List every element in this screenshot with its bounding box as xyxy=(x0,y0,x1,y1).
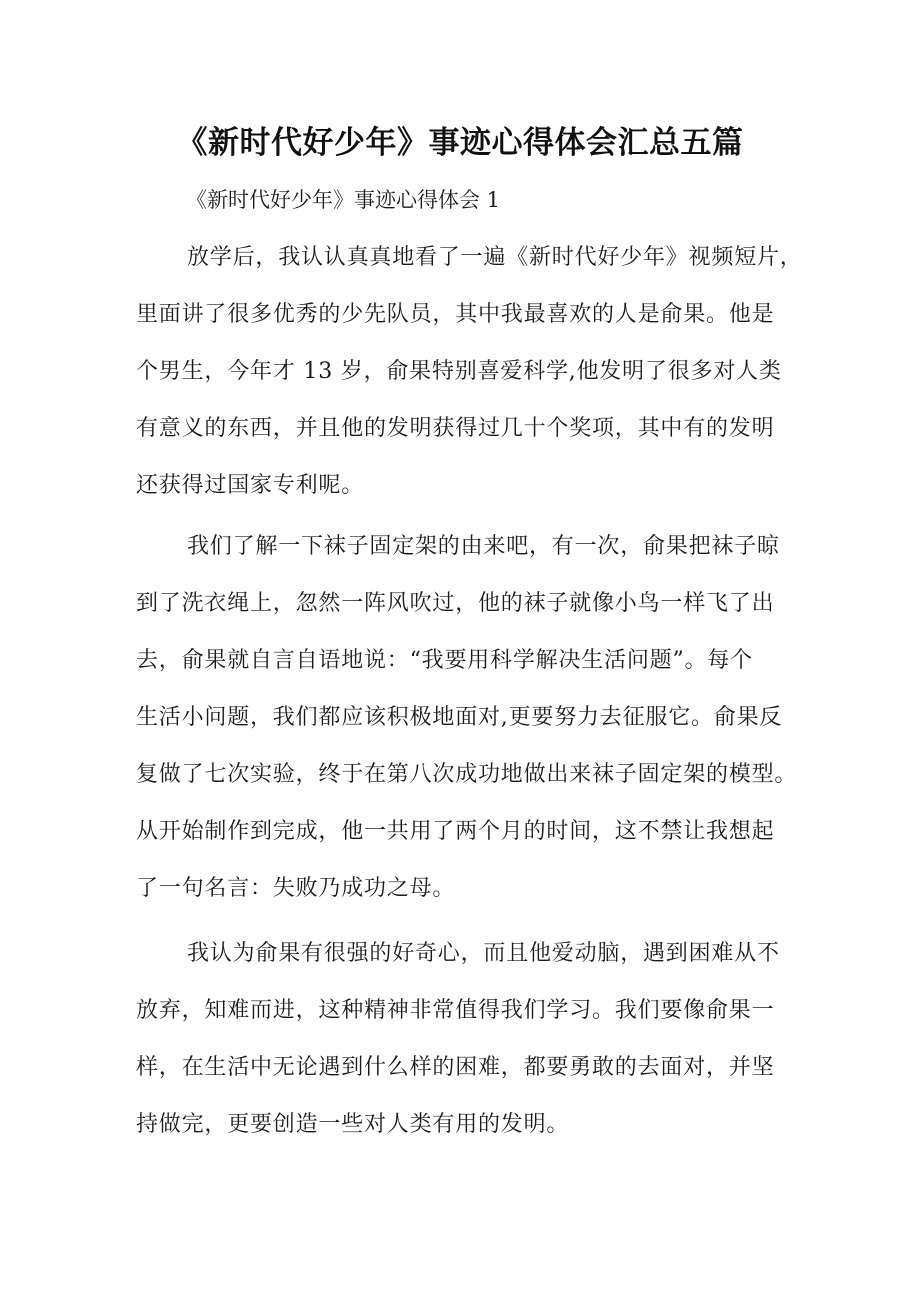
paragraph-line: 里面讲了很多优秀的少先队员，其中我最喜欢的人是俞果。他是 xyxy=(136,302,775,327)
paragraph-line: 从开始制作到完成，他一共用了两个月的时间，这不禁让我想起 xyxy=(136,819,775,844)
paragraph-line: 放学后，我认认真真地看了一遍《新时代好少年》视频短片， xyxy=(187,245,803,270)
paragraph-1 xyxy=(136,229,803,514)
paragraph-line: 到了洗衣绳上，忽然一阵风吹过，他的袜子就像小鸟一样飞了出 xyxy=(136,591,775,616)
paragraph-line: 去，俞果就自言自语地说：“我要用科学解决生活问题”。每个 xyxy=(136,648,753,673)
paragraph-line: 有意义的东西，并且他的发明获得过几十个奖项，其中有的发明 xyxy=(136,416,775,441)
document-title: 《新时代好少年》事迹心得体会汇总五篇 xyxy=(176,125,744,161)
paragraph-line: 个男生，今年才 13 岁，俞果特别喜爱科学,他发明了很多对人类 xyxy=(136,359,782,384)
paragraph-line: 放弃，知难而进，这种精神非常值得我们学习。我们要像俞果一 xyxy=(136,998,775,1023)
paragraph-2 xyxy=(136,518,796,917)
paragraph-line: 复做了七次实验，终于在第八次成功地做出来袜子固定架的模型。 xyxy=(136,762,798,787)
paragraph-line: 我认为俞果有很强的好奇心，而且他爱动脑，遇到困难从不 xyxy=(187,941,780,966)
paragraph-line: 了一句名言：失败乃成功之母。 xyxy=(136,876,456,901)
paragraph-line: 生活小问题，我们都应该积极地面对,更要努力去征服它。俞果反 xyxy=(136,705,783,730)
section-subtitle: 《新时代好少年》事迹心得体会 1 xyxy=(186,188,501,212)
paragraph-line: 样，在生活中无论遇到什么样的困难，都要勇敢的去面对，并坚 xyxy=(136,1055,775,1080)
paragraph-line: 持做完，更要创造一些对人类有用的发明。 xyxy=(136,1112,570,1137)
paragraph-line: 我们了解一下袜子固定架的由来吧，有一次，俞果把袜子晾 xyxy=(187,534,780,559)
paragraph-3 xyxy=(136,925,796,1153)
paragraph-line: 还获得过国家专利呢。 xyxy=(136,473,365,498)
